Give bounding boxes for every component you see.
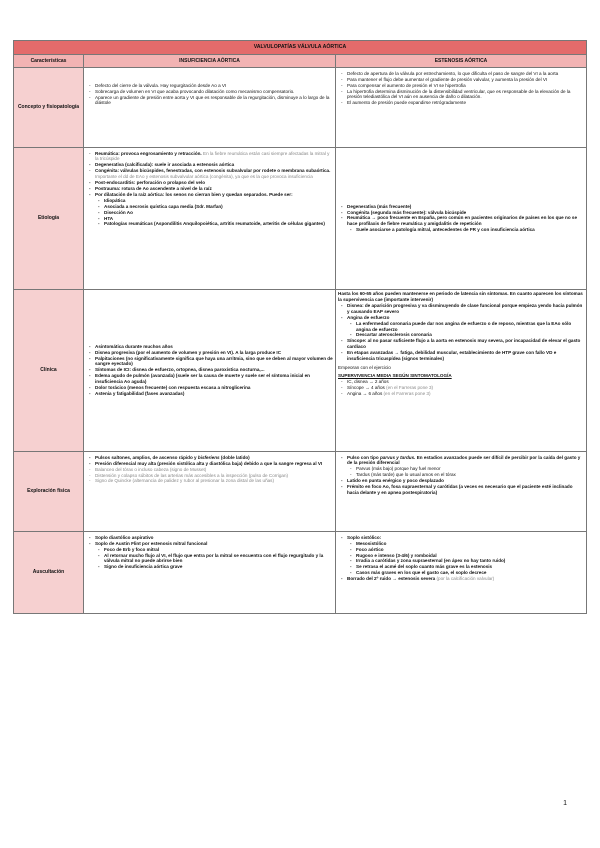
list-item: - Se retrasa el acmé del soplo cuanto más grave es la estenosis (356, 564, 584, 570)
list-item: - En etapas avanzadas → fatiga, debilidad muscular, establecimiento de HTP grave con fallo VD e insuficiencia tricuspídea (signos terminales) (347, 350, 584, 361)
list-item: - Disnea progresiva (por el aumento de volumen y presión en VI). A la larga produce IC (95, 350, 333, 356)
list-item: - Palpitaciones (no significativamente significa que haya una arritmia, sino que se deben al mayor volumen de sangre eyectado) (95, 356, 333, 367)
list-item: - Síncope → 4 años (en el Farreras pone 3) (347, 385, 584, 391)
row-clinica (14, 289, 587, 451)
list-item: - Asintomática durante muchos años (95, 344, 333, 350)
cell-clinica-ea (336, 289, 587, 451)
list-item: - El aumento de presión puede expandirse retrógradamente (347, 100, 584, 106)
list-item: - Reumática: provoca engrosamiento y retracción. En la fiebre reumática están casi siempre afectadas la mitral y la tricúspide (95, 151, 333, 162)
list-item: - La hipertrofia determina disminución de la distensibilidad ventricular, que es responsable de la elevación de la presión telediastólica del VI aún en ausencia de daño o dilatación. (347, 89, 584, 100)
list-item: - Al retornar mucho flujo al VI, el flujo que entra por la mitral se encuentra con el flujo regurgitado y la válvula mitral no puede abrirse bien (104, 553, 333, 564)
list-item: - Sobrecarga de volumen en VI que acaba provocando dilatación como mecanismo compensatorio. (95, 89, 333, 95)
list-item: - Mesosistólico (356, 541, 584, 547)
list-item: - Distensión y colapso súbitos de las arterias más accesibles a la inspección (pulso de Corrigan) (95, 473, 333, 479)
list-item: - Pulsos saltones, amplios, de ascenso rápido y bisferiens (doble latido) (95, 455, 333, 461)
page-number: 1 (563, 800, 567, 807)
list-item: - Patologías reumáticas (Aspondilitis Anquilopoiética, artritis reumatoide, arteritis de células gigantes) (104, 221, 333, 227)
list-item: - Para mantener el flujo debe aumentar el gradiente de presión valvular, y aumenta la presión del VI (347, 77, 584, 83)
list-item: - Asociada a necrosis quística capa media (Sdr. Marfan) (104, 204, 333, 210)
row-auscultacion (14, 531, 587, 613)
list-item: - Defecto del cierre de la válvula. Hay regurgitación desde Ao a VI (95, 83, 333, 89)
cell-concepto-ia (84, 67, 336, 147)
header-characteristics: Características (14, 54, 84, 67)
list-item: - Pulso con tipo parvus y tardus. En estadios avanzados puede ser difícil de percibir por la caída del gasto y de la presión diferencial - Parvus (más bajo) porque hay fuel menor - Tardus (más tarde) que lo usual amos en el tórax (347, 455, 584, 478)
list-item: - Presión diferencial muy alta (presión sistólica alta y diastólica baja) debido a que la sangre regresa al VI (95, 461, 333, 467)
list-item: - Síncope: al no pasar suficiente flujo a la aorta en estenosis muy severa, por incapacidad de elevar el gasto cardíaco (347, 338, 584, 349)
list-item: - Balanceo del tórax o incluso cabeza (signo de Musset) (95, 467, 333, 473)
list-item: - Idiopática (104, 198, 333, 204)
list-item: - Signo de Quincke (alternancia de palidez y rubor al presionar la zona distal de las uñas) (95, 478, 333, 484)
row-concepto (14, 67, 587, 147)
row-etiologia (14, 147, 587, 289)
cell-auscultacion-ea (336, 531, 587, 613)
list-item: - Angina de esfuerzo - La enfermedad coronaria puede dar nos angina de esfuerzo o de reposo, mientras que la EAo sólo angina de esfuerzo - Descartar aterosclerosis coronaria (347, 315, 584, 338)
list-item: - Rugoso e intenso (3-4/6) y romboidal (356, 553, 584, 559)
list-item: - La enfermedad coronaria puede dar nos angina de esfuerzo o de reposo, mientras que la EAo sólo angina de esfuerzo (356, 321, 584, 332)
survival-title: SUPERVIVENCIA MEDIA SEGÚN SINTOMATOLOGÍA (338, 373, 452, 379)
cell-auscultacion-ia (84, 531, 336, 613)
list-item: - Postrauma: rotura de Ao ascendente a nivel de la raíz (95, 186, 333, 192)
list-item: - Edema agudo de pulmón (avanzada) (suele ser la causa de muerte y suele ser el síntoma inicial en insuficiencia Ao aguda) (95, 373, 333, 384)
list-item: - Parvus (más bajo) porque hay fuel menor (356, 466, 584, 472)
cell-exploracion-ia (84, 451, 336, 531)
header-insuficiencia: INSUFICIENCIA AÓRTICA (84, 54, 336, 67)
cell-clinica-ia (84, 289, 336, 451)
list-item: - Defecto de apertura de la válvula por estrechamiento, lo que dificulta el paso de sangre del VI a la aorta (347, 71, 584, 77)
row-label-etiologia: Etiología (14, 147, 84, 289)
list-item: - Aparece un gradiente de presión entre aorta y VI que es responsable de la regurgitación, disminuye a lo largo de la diástole (95, 95, 333, 106)
list-item: - Tardus (más tarde) que lo usual amos en el tórax (356, 472, 584, 478)
list-item: - Reumática → poco frecuente en España, pero común en pacientes originarios de países en los que no se hace profilaxis de fiebre reumática y amigdalitis de repetición - Suele asociarse a patología mitral, antecedentes de FR y con insuficiencia aórtica (347, 215, 584, 232)
list-item: - Soplo sistólico: - Mesosistólico - Foco aórtico - Rugoso e intenso (3-4/6) y romboidal - Irradia a carótidas y zona supraesternal (en ápex no hay tanto ruido) - Se retrasa el acmé del soplo cuanto más grave es la estenosis - Casos más graves en los que el gasto cae, el soplo decrece (347, 535, 584, 576)
list-item: - Degenerativa (calcificada): suele ir asociada a estenosis aórtica (95, 162, 333, 168)
list-item: - Post-endocarditis: perforación o prolapso del velo (95, 180, 333, 186)
valvulopathy-table (13, 40, 587, 614)
clinica-intro: Hasta los 60-65 años pueden mantenerse en periodo de latencia sin síntomas. En cuanto aparecen los síntomas la supervivencia cae (importante intervenir) (338, 291, 583, 302)
list-item: - Astenia y fatigabilidad (fases avanzadas) (95, 391, 333, 397)
list-item: - Irradia a carótidas y zona supraesternal (en ápex no hay tanto ruido) (356, 558, 584, 564)
cell-exploracion-ea (336, 451, 587, 531)
list-item: - Foco de Erb y foco mitral (104, 547, 333, 553)
list-item: - Dolor torácico (menos frecuente) con respuesta escasa a nitroglicerina (95, 385, 333, 391)
list-item: - Suele asociarse a patología mitral, antecedentes de FR y con insuficiencia aórtica (356, 227, 584, 233)
list-item: - Descartar aterosclerosis coronaria (356, 332, 584, 338)
row-label-concepto: Concepto y fisiopatología (14, 67, 84, 147)
row-label-clinica: Clínica (14, 289, 84, 451)
cell-etiologia-ia (84, 147, 336, 289)
list-item: - HTA (104, 216, 333, 222)
list-item: - Disección Ao (104, 210, 333, 216)
cell-concepto-ea (336, 67, 587, 147)
list-item: - Por dilatación de la raíz aórtica: los senos no cierran bien y quedan separados. Puede ser: - Idiopática - Asociada a necrosis quística capa media (Sdr. Marfan) - Disección Ao - HTA - Patologías reumáticas (Aspondilitis Anquilopoiética, artritis reumatoide, arteritis de células gigantes) (95, 192, 333, 227)
list-item: - Disnea: de aparición progresiva y va disminuyendo de clase funcional porque empieza yendo hacia pulmón y causando EAP severo (347, 303, 584, 314)
list-item: - Latido en punta enérgico y poco desplazado (347, 478, 584, 484)
row-label-exploracion: Exploración física (14, 451, 84, 531)
list-item: - Foco aórtico (356, 547, 584, 553)
list-item: - Borrado del 2º ruido → estenosis severa (por la calcificación valvular) (347, 576, 584, 582)
row-exploracion (14, 451, 587, 531)
list-item: - Soplo de Austin Flint por estenosis mitral funcional - Foco de Erb y foco mitral - Al retornar mucho flujo al VI, el flujo que entra por la mitral se encuentra con el flujo regurgitado y la válvula mitral no puede abrirse bien - Signo de insuficiencia aórtica grave (95, 541, 333, 570)
list-item: - Frémito en foco Ao, fosa supraesternal y carótidas (a veces es necesario que el paciente esté inclinado hacia delante y en apnea postespiratoria) (347, 484, 584, 495)
cell-etiologia-ea (336, 147, 587, 289)
list-item: - Síntomas de ICI: disnea de esfuerzo, ortopnea, disnea paroxística nocturna,... (95, 367, 333, 373)
list-item: - Soplo diastólico aspirativo (95, 535, 333, 541)
clinica-exercise: Empeoran con el ejercicio (338, 364, 391, 370)
list-item: - Congénita (segunda más frecuente): válvula bicúspide (347, 210, 584, 216)
row-label-auscultacion: Auscultación (14, 531, 84, 613)
list-item: - Degenerativa (más frecuente) (347, 204, 584, 210)
list-item: - IC, disnea → 2 años (347, 379, 584, 385)
list-item: - Signo de insuficiencia aórtica grave (104, 564, 333, 570)
header-estenosis: ESTENOSIS AÓRTICA (336, 54, 587, 67)
list-item: - Congénita: válvulas bicúspides, fenestradas, con estenosis subvalvular por rodete o membrana subaórtica. Importante el dd de EAo y estenosis subvalvular aórtica (congénita), ya que es la que provoca insuficiencia (95, 168, 333, 179)
list-item: - Casos más graves en los que el gasto cae, el soplo decrece (356, 570, 584, 576)
list-item: - Para compensar el aumento de presión el VI se hipertrofia (347, 83, 584, 89)
list-item: - Angina → 6 años (en el Farreras pone 3) (347, 391, 584, 397)
table-title: VALVULOPATÍAS VÁLVULA AÓRTICA (14, 41, 587, 55)
